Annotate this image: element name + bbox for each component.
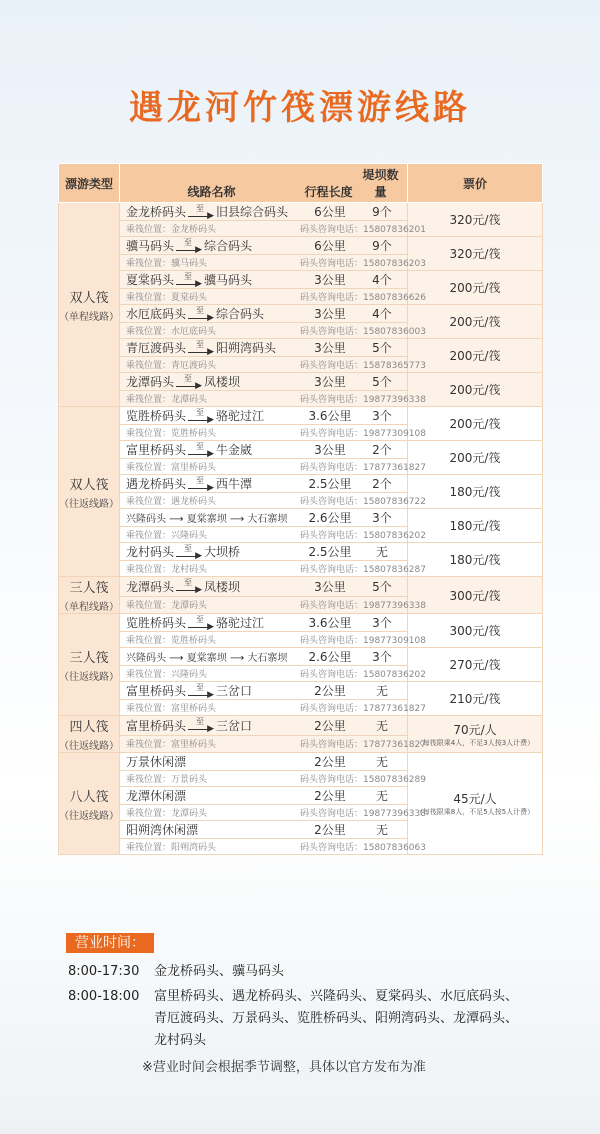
arrow-icon: ⟶: [226, 514, 248, 525]
price: 70元/人: [453, 722, 497, 737]
route-cell: [120, 577, 408, 597]
route-length: 2.6公里: [308, 650, 352, 664]
raft-type-cell: [59, 753, 120, 855]
dam-count: 5个: [372, 375, 392, 389]
boarding-info: [120, 459, 426, 475]
price: 200元/筏: [449, 315, 501, 329]
raft-sub: （往返线路）: [59, 671, 119, 683]
pier-phone: 码头咨询电话：19877309108: [300, 636, 426, 646]
route-length: 2公里: [314, 823, 346, 837]
hours-row-cont: 龙村码头: [154, 1033, 207, 1048]
dam-count: 3个: [372, 511, 392, 525]
pier-phone: 码头咨询电话：19877396338: [300, 395, 426, 405]
route-name: 金龙桥码头 至 ▶ 旧县综合码头: [126, 203, 289, 221]
price: 200元/筏: [449, 417, 501, 431]
boarding-location: 乘筏位置：兴隆码头: [126, 670, 208, 680]
boarding-location: 乘筏位置：富里桥码头: [126, 463, 217, 473]
route-cell: [120, 305, 408, 323]
boarding-location: 乘筏位置：万景码头: [126, 775, 208, 785]
route-name: 龙村码头 至 ▶ 大坝桥: [126, 543, 241, 561]
route-name: 兴隆码头 ⟶ 夏棠寨坝 ⟶ 大石寨坝: [126, 653, 288, 664]
price-cell: [408, 753, 543, 855]
raft-sub: （往返线路）: [59, 498, 119, 510]
boarding-info: [120, 357, 426, 373]
route-length: 2公里: [314, 789, 346, 803]
table-row: [59, 614, 543, 632]
price: 200元/筏: [449, 451, 501, 465]
price: 320元/筏: [449, 247, 501, 261]
dam-count: 5个: [372, 579, 392, 594]
route-name: 青厄渡码头 至 ▶ 阳朔湾码头: [126, 339, 277, 357]
route-cell: [120, 373, 408, 391]
price-note: （每筏限乘8人，不足5人按5人计费）: [415, 808, 535, 816]
raft-type-cell: [59, 716, 120, 753]
route-name: 万景休闲漂: [126, 755, 187, 769]
route-length: 3.6公里: [308, 409, 352, 423]
route-length: 3公里: [314, 375, 346, 389]
table-row: [59, 339, 543, 357]
route-name: 骥马码头 至 ▶ 综合码头: [126, 237, 253, 255]
route-name: 龙潭码头 至 ▶ 凤楼坝: [126, 578, 241, 596]
route-cell: [120, 509, 408, 527]
raft-sub: （单程线路）: [59, 602, 119, 613]
price-cell: [408, 203, 543, 237]
route-cell: [120, 237, 408, 255]
boarding-info: [120, 735, 426, 752]
route-name: 富里桥码头 至 ▶ 三岔口: [126, 682, 253, 700]
boarding-info: [120, 632, 426, 648]
route-cell: [120, 821, 408, 839]
dam-count: 无: [375, 545, 388, 559]
to-arrow-icon: 至 ▶: [176, 275, 202, 287]
route-name: 遇龙桥码头 至 ▶ 西牛潭: [126, 475, 253, 493]
route-length: 3公里: [314, 579, 346, 594]
pier-phone: 码头咨询电话：17877361827: [300, 740, 426, 751]
price: 180元/筏: [449, 553, 501, 567]
boarding-location: 乘筏位置：览胜桥码头: [126, 636, 217, 646]
dam-count: 3个: [372, 409, 392, 423]
route-length: 2公里: [314, 755, 346, 769]
table-row: [59, 271, 543, 289]
raft-type: 双人筏: [69, 290, 109, 306]
boarding-location: 乘筏位置：龙村码头: [126, 565, 208, 575]
route-length: 3公里: [314, 341, 346, 355]
col-type-header: 漂游类型: [59, 164, 120, 203]
hours-row-cont: 青厄渡码头、万景码头、览胜桥码头、阳朔湾码头、龙潭码头、: [154, 1011, 519, 1026]
hours-row: 8:00-18:00 富里桥码头、遇龙桥码头、兴隆码头、夏棠码头、水厄底码头、: [68, 989, 519, 1004]
route-cell: [120, 543, 408, 561]
dam-count: 9个: [372, 239, 392, 253]
boarding-info: [120, 700, 426, 716]
price-cell: [408, 716, 543, 753]
boarding-location: 乘筏位置：水厄底码头: [126, 327, 217, 337]
route-length: 2.6公里: [308, 511, 352, 525]
boarding-info: [120, 391, 426, 407]
dam-count: 4个: [372, 273, 392, 287]
table-row: [59, 509, 543, 527]
pier-phone: 码头咨询电话：17877361827: [300, 704, 426, 714]
price-cell: [408, 237, 543, 271]
to-arrow-icon: 至 ▶: [188, 720, 214, 732]
pier-phone: 码头咨询电话：15807836063: [300, 843, 426, 853]
pier-phone: 码头咨询电话：15807836202: [300, 531, 426, 541]
boarding-info: [120, 561, 426, 577]
raft-type: 八人筏: [69, 789, 109, 805]
price: 270元/筏: [449, 658, 501, 672]
price-cell: [408, 577, 543, 614]
to-arrow-icon: 至 ▶: [188, 411, 214, 423]
price-cell: [408, 614, 543, 648]
price: 300元/筏: [449, 624, 501, 638]
route-length: 3公里: [314, 273, 346, 287]
page-title: 遇龙河竹筏漂游线路: [129, 88, 471, 128]
boarding-location: 乘筏位置：龙潭码头: [126, 395, 208, 405]
route-cell: [120, 339, 408, 357]
pier-phone: 码头咨询电话：15807836201: [300, 225, 426, 235]
boarding-location: 乘筏位置：龙潭码头: [126, 601, 208, 612]
dam-count: 4个: [372, 307, 392, 321]
dam-count: 无: [375, 718, 388, 733]
pier-phone: 码头咨询电话：15807836626: [300, 293, 426, 303]
price-cell: [408, 373, 543, 407]
route-length: 3公里: [314, 443, 346, 457]
col-route-header: 线路名称 行程长度堤坝数量: [120, 164, 408, 203]
price-note: （每筏限乘4人，不足3人按3人计费）: [415, 738, 535, 747]
route-name: 龙潭休闲漂: [126, 789, 187, 803]
boarding-info: [120, 289, 426, 305]
boarding-location: 乘筏位置：骥马码头: [126, 259, 208, 269]
route-name: 富里桥码头 至 ▶ 牛金崴: [126, 441, 253, 459]
route-length: 2.5公里: [308, 545, 352, 559]
boarding-location: 乘筏位置：金龙桥码头: [126, 225, 217, 235]
table-row: [59, 753, 543, 771]
to-arrow-icon: 至 ▶: [188, 343, 214, 355]
price: 180元/筏: [449, 519, 501, 533]
price: 210元/筏: [449, 692, 501, 706]
dam-count: 9个: [372, 205, 392, 219]
pier-phone: 码头咨询电话：19877396338: [300, 809, 426, 819]
pier-phone: 码头咨询电话：15807836722: [300, 497, 426, 507]
table-row: [59, 716, 543, 736]
price-cell: [408, 305, 543, 339]
raft-type: 双人筏: [69, 477, 109, 493]
pier-phone: 码头咨询电话：17877361827: [300, 463, 426, 473]
pier-phone: 码头咨询电话：15807836202: [300, 670, 426, 680]
route-length: 2公里: [314, 684, 346, 698]
route-name: 富里桥码头 至 ▶ 三岔口: [126, 717, 253, 735]
to-arrow-icon: 至 ▶: [188, 309, 214, 321]
price: 300元/筏: [449, 588, 501, 603]
dam-count: 5个: [372, 341, 392, 355]
boarding-info: [120, 255, 426, 271]
raft-type-cell: [59, 407, 120, 577]
route-cell: [120, 682, 408, 700]
hours-row: 8:00-17:30 金龙桥码头、骥马码头: [68, 964, 285, 979]
price-cell: [408, 339, 543, 373]
boarding-location: 乘筏位置：青厄渡码头: [126, 361, 217, 371]
table-row: [59, 475, 543, 493]
raft-type: 三人筏: [69, 581, 109, 596]
dam-count: 3个: [372, 650, 392, 664]
table-row: [59, 543, 543, 561]
route-length: 2公里: [314, 718, 346, 733]
raft-sub: （往返线路）: [59, 810, 119, 822]
raft-type-cell: [59, 203, 120, 407]
to-arrow-icon: 至 ▶: [188, 479, 214, 491]
boarding-info: [120, 771, 426, 787]
boarding-info: [120, 493, 426, 509]
price-cell: [408, 271, 543, 305]
route-name: 阳朔湾休闲漂: [126, 823, 199, 837]
boarding-location: 乘筏位置：览胜桥码头: [126, 429, 217, 439]
dam-count: 2个: [372, 477, 392, 491]
dam-count: 无: [375, 684, 388, 698]
arrow-icon: ⟶: [166, 514, 187, 525]
price: 200元/筏: [449, 281, 501, 295]
dam-count: 无: [375, 789, 388, 803]
to-arrow-icon: 至 ▶: [188, 445, 214, 457]
table-row: [59, 203, 543, 221]
pier-phone: 码头咨询电话：15807836203: [300, 259, 426, 269]
raft-type-cell: [59, 577, 120, 614]
pier-phone: 码头咨询电话：15878365773: [300, 361, 426, 371]
route-cell: [120, 441, 408, 459]
boarding-info: [120, 527, 426, 543]
raft-sub: （单程线路）: [59, 311, 119, 323]
price: 200元/筏: [449, 349, 501, 363]
table-row: [59, 441, 543, 459]
boarding-info: [120, 425, 426, 441]
to-arrow-icon: 至 ▶: [188, 618, 214, 630]
boarding-location: 乘筏位置：兴隆码头: [126, 531, 208, 541]
price: 180元/筏: [449, 485, 501, 499]
boarding-location: 乘筏位置：富里桥码头: [126, 704, 217, 714]
dam-count: 无: [375, 823, 388, 837]
route-name: 夏棠码头 至 ▶ 骥马码头: [126, 271, 253, 289]
route-length: 2.5公里: [308, 477, 352, 491]
route-cell: [120, 648, 408, 666]
to-arrow-icon: 至 ▶: [176, 377, 202, 389]
boarding-location: 乘筏位置：遇龙桥码头: [126, 497, 217, 507]
route-cell: [120, 475, 408, 493]
price: 320元/筏: [449, 213, 501, 227]
to-arrow-icon: 至 ▶: [176, 547, 202, 559]
dam-count: 无: [375, 755, 388, 769]
price-cell: [408, 441, 543, 475]
route-name: 览胜桥码头 至 ▶ 骆驼过江: [126, 614, 265, 632]
pier-phone: 码头咨询电话：15807836289: [300, 775, 426, 785]
route-length: 3.6公里: [308, 616, 352, 630]
to-arrow-icon: 至 ▶: [188, 686, 214, 698]
boarding-info: [120, 323, 426, 339]
boarding-location: 乘筏位置：龙潭码头: [126, 809, 208, 819]
route-name: 览胜桥码头 至 ▶ 骆驼过江: [126, 407, 265, 425]
hours-note: ※营业时间会根据季节调整，具体以官方发布为准: [142, 1060, 426, 1075]
col-price-header: 票价: [408, 164, 543, 203]
price-cell: [408, 648, 543, 682]
pier-phone: 码头咨询电话：19877309108: [300, 429, 426, 439]
table-row: [59, 407, 543, 425]
price-cell: [408, 509, 543, 543]
table-row: [59, 373, 543, 391]
arrow-icon: ⟶: [226, 653, 248, 664]
boarding-info: [120, 596, 426, 613]
price: 45元/人: [453, 792, 497, 806]
raft-sub: （往返线路）: [59, 741, 119, 752]
table-row: [59, 682, 543, 700]
arrow-icon: ⟶: [166, 653, 187, 664]
route-cell: [120, 203, 408, 221]
route-cell: [120, 787, 408, 805]
route-cell: [120, 614, 408, 632]
to-arrow-icon: 至 ▶: [188, 207, 214, 219]
pier-phone: 码头咨询电话：15807836287: [300, 565, 426, 575]
table-row: [59, 577, 543, 597]
price-cell: [408, 543, 543, 577]
table-row: [59, 305, 543, 323]
dam-count: 3个: [372, 616, 392, 630]
boarding-location: 乘筏位置：富里桥码头: [126, 740, 217, 751]
table-row: [59, 237, 543, 255]
boarding-info: [120, 839, 426, 855]
raft-type: 四人筏: [69, 720, 109, 735]
route-cell: [120, 271, 408, 289]
route-table: [58, 163, 542, 855]
to-arrow-icon: 至 ▶: [176, 581, 202, 593]
pier-phone: 码头咨询电话：15807836003: [300, 327, 426, 337]
route-name: 龙潭码头 至 ▶ 凤楼坝: [126, 373, 241, 391]
route-length: 6公里: [314, 239, 346, 253]
to-arrow-icon: 至 ▶: [176, 241, 202, 253]
boarding-info: [120, 221, 426, 237]
route-name: 水厄底码头 至 ▶ 综合码头: [126, 305, 265, 323]
route-cell: [120, 753, 408, 771]
boarding-location: 乘筏位置：阳朔湾码头: [126, 843, 217, 853]
route-name: 兴隆码头 ⟶ 夏棠寨坝 ⟶ 大石寨坝: [126, 514, 288, 525]
boarding-info: [120, 805, 426, 821]
table-row: [59, 648, 543, 666]
route-cell: [120, 407, 408, 425]
boarding-info: [120, 666, 426, 682]
price-cell: [408, 475, 543, 509]
pier-phone: 码头咨询电话：19877396338: [300, 601, 426, 612]
route-length: 6公里: [314, 205, 346, 219]
price-cell: [408, 682, 543, 716]
table-header-row: [59, 164, 543, 203]
route-length: 3公里: [314, 307, 346, 321]
raft-type-cell: [59, 614, 120, 716]
hours-title: 营业时间：: [66, 933, 154, 953]
raft-type: 三人筏: [69, 650, 109, 666]
route-cell: [120, 716, 408, 736]
price: 200元/筏: [449, 383, 501, 397]
boarding-location: 乘筏位置：夏棠码头: [126, 293, 208, 303]
price-cell: [408, 407, 543, 441]
dam-count: 2个: [372, 443, 392, 457]
